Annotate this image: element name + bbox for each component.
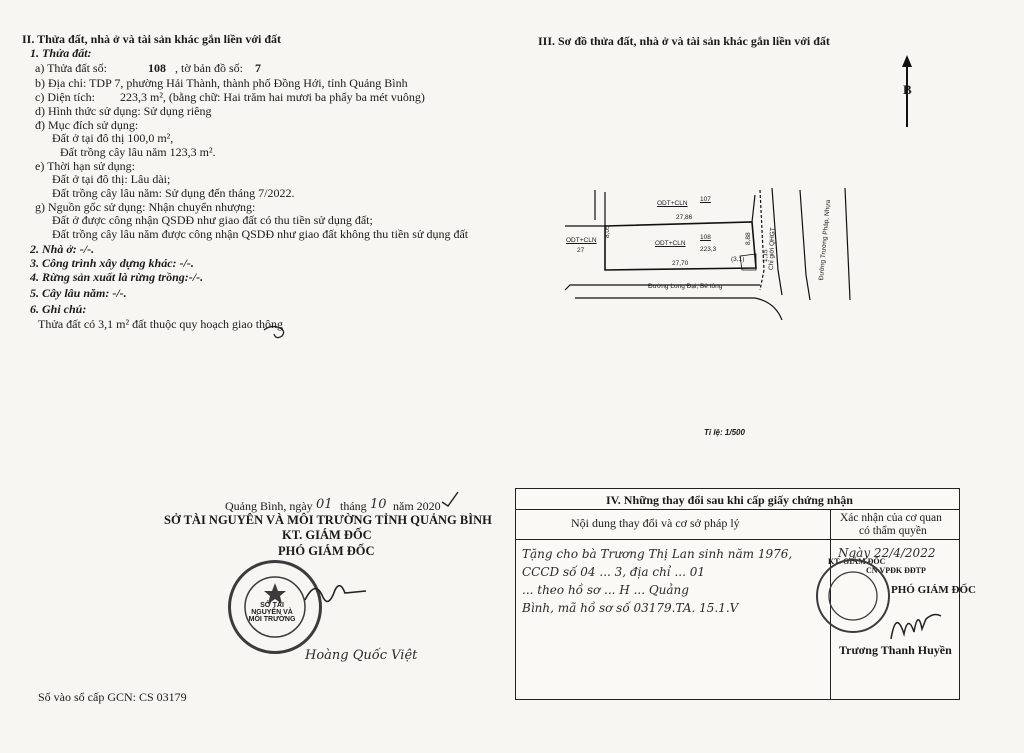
use-term-urban: Đất ở tại đô thị: Lâu dài; <box>52 172 171 186</box>
address: b) Địa chỉ: TDP 7, phường Hải Thành, thành phố Đồng Hới, tỉnh Quảng Bình <box>35 76 408 90</box>
use-term-label: e) Thời hạn sử dụng: <box>35 159 135 173</box>
left-parcel-code: ODT+CLN <box>566 237 597 244</box>
section-iii-title: III. Sơ đồ thửa đất, nhà ở và tài sản khác gắn liền với đất <box>538 34 830 48</box>
sign-date-prefix: Quảng Bình, ngày <box>225 499 313 513</box>
director-signature <box>300 575 370 615</box>
traffic-area: (3,1) <box>731 256 745 263</box>
left-parcel-number: 27 <box>577 247 585 254</box>
signing-kt: KT. GIÁM ĐỐC <box>282 528 372 542</box>
area-label: c) Diện tích: <box>35 90 95 104</box>
parcel-number: 108 <box>148 61 166 75</box>
use-form: d) Hình thức sử dụng: Sử dụng riêng <box>35 104 212 118</box>
diagram-scale: Tỉ lệ: 1/500 <box>704 428 745 437</box>
sign-month-label: tháng <box>340 499 367 513</box>
confirm-role: PHÓ GIÁM ĐỐC <box>891 584 976 596</box>
changes-col-content: Nội dung thay đổi và cơ sở pháp lý <box>571 516 740 530</box>
confirm-seal <box>816 559 890 633</box>
right-edge-length: 8,88 <box>745 232 752 245</box>
use-purpose-urban: Đất ở tại đô thị 100,0 m², <box>52 131 174 145</box>
changes-col-confirm-1: Xác nhận của cơ quan <box>840 512 942 524</box>
changes-col-confirm-2: có thẩm quyền <box>859 525 927 537</box>
use-purpose-perennial: Đất trồng cây lâu năm 123,3 m². <box>60 145 216 159</box>
left-edge-length: 8,05 <box>604 225 611 238</box>
confirm-org: KT. GIÁM ĐỐC <box>828 557 886 566</box>
parcel-diagram <box>560 170 880 320</box>
confirm-signature <box>886 604 946 644</box>
map-sheet-label: , tờ bản đồ số: <box>175 61 244 75</box>
road-vertical-label: Chỉ giới QHGT <box>768 227 777 271</box>
parcel-label: a) Thửa đất số: <box>35 61 107 75</box>
section-ii-title: II. Thửa đất, nhà ở và tài sản khác gắn liền với đất <box>22 32 282 46</box>
changes-header-divider <box>516 509 959 510</box>
note-text: Thửa đất có 3,1 m² đất thuộc quy hoạch giao thông <box>38 317 284 331</box>
change-entry-line4: Bình, mã hồ sơ số 03179.TA. 15.1.V <box>522 601 739 615</box>
origin-urban: Đất ở được công nhận QSDĐ như giao đất có thu tiền sử dụng đất; <box>52 213 373 227</box>
registry-number: Số vào sổ cấp GCN: CS 03179 <box>38 690 187 704</box>
change-entry-line3: ... theo hồ sơ ... H ... Quảng <box>522 583 689 597</box>
road-bottom-label: Đường Long Đại, Bê tông <box>648 283 723 290</box>
signing-role: PHÓ GIÁM ĐỐC <box>278 544 375 558</box>
road-value: 1,15 <box>762 249 770 263</box>
confirm-unit: CN VPĐK ĐĐTP <box>866 566 926 575</box>
item-perennial-trees: 5. Cây lâu năm: -/-. <box>30 286 127 300</box>
use-term-perennial: Đất trồng cây lâu năm: Sử dụng đến tháng 7/2022. <box>52 186 295 200</box>
confirm-seal-ring <box>818 561 888 631</box>
sign-year: năm 2020 <box>393 499 441 513</box>
north-label: B <box>903 82 912 97</box>
changes-table <box>515 488 976 700</box>
map-sheet-number: 7 <box>255 61 261 75</box>
item-forest: 4. Rừng sản xuất là rừng trồng:-/-. <box>30 270 204 284</box>
signing-org: SỞ TÀI NGUYÊN VÀ MÔI TRƯỜNG TỈNH QUẢNG BÌNH <box>164 513 492 527</box>
item-house: 2. Nhà ở: -/-. <box>30 242 95 256</box>
changes-body-divider <box>516 539 959 540</box>
sign-day: 01 <box>316 497 333 512</box>
changes-title: IV. Những thay đổi sau khi cấp giấy chứng nhận <box>606 493 853 507</box>
origin-perennial: Đất trồng cây lâu năm được công nhận QSDĐ như giao đất không thu tiền sử dụng đất <box>52 227 469 241</box>
main-parcel-area: 223,3 <box>700 246 717 253</box>
top-parcel-code: ODT+CLN <box>657 200 688 207</box>
seal-text: SỞ TÀI NGUYÊN VÀ MÔI TRƯỜNG <box>248 602 296 623</box>
item-construction: 3. Công trình xây dựng khác: -/-. <box>30 256 194 270</box>
confirm-date: Ngày 22/4/2022 <box>838 546 936 560</box>
bottom-edge-length: 27,70 <box>672 260 689 267</box>
main-parcel-code: ODT+CLN <box>655 240 686 247</box>
signer-name: Hoàng Quốc Việt <box>305 648 418 663</box>
change-entry-line1: Tặng cho bà Trương Thị Lan sinh năm 1976, <box>522 547 793 561</box>
use-purpose-label: đ) Mục đích sử dụng: <box>35 118 139 132</box>
origin-label: g) Nguồn gốc sử dụng: Nhận chuyển nhượng: <box>35 200 256 214</box>
change-entry-line2: CCCD số 04 ... 3, địa chỉ ... 01 <box>522 565 706 579</box>
note-initial-mark <box>262 322 290 342</box>
road-right-label: Đường Trương Pháp, Nhựa <box>818 199 833 281</box>
main-parcel-number: 108 <box>700 234 711 241</box>
area-value: 223,3 m², (bằng chữ: Hai trăm hai mươi ba phẩy ba mét vuông) <box>120 90 425 104</box>
item1-title: 1. Thửa đất: <box>30 46 92 60</box>
confirm-name: Trương Thanh Huyền <box>839 643 952 657</box>
sign-month: 10 <box>370 497 387 512</box>
top-edge-length: 27,86 <box>676 214 693 221</box>
item-notes: 6. Ghi chú: <box>30 302 87 316</box>
top-parcel-number: 107 <box>700 196 711 203</box>
year-check-mark <box>440 490 460 510</box>
